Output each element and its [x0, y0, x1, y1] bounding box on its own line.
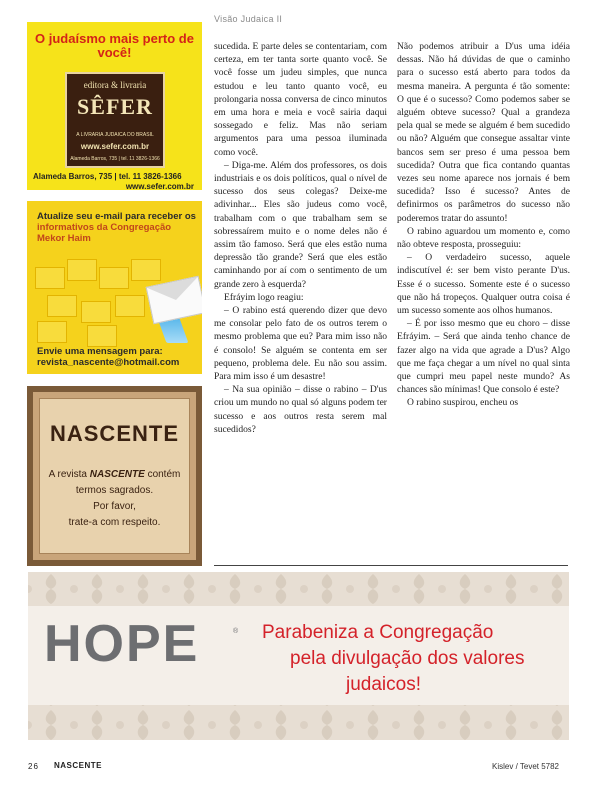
email-ad-highlight: informativos da Congregação Mekor Haim	[37, 222, 172, 244]
envelope-icon	[35, 267, 65, 289]
article-column-1	[214, 40, 387, 436]
email-ad[interactable]	[27, 201, 202, 374]
article-paragraph: – É por isso mesmo que eu choro – disse Efráyim. – Será que ainda tenho chance de fazer algo na vida que agrade a D'us? Algo que me faça chegar a um nível no qual sinta que cumpri meu papel neste mundo? As chances são mínimas! Que consolo é este?	[397, 318, 570, 396]
nascente-line3: Por favor,	[93, 501, 136, 512]
footer-logo: NASCENTE	[54, 761, 103, 770]
nascente-line4: trate-a com respeito.	[68, 517, 161, 528]
issue-date: Kislev / Tevet 5782	[492, 762, 560, 771]
email-ad-address[interactable]: revista_nascente@hotmail.com	[37, 357, 180, 368]
envelope-icon	[115, 295, 145, 317]
envelope-icon	[131, 259, 161, 281]
sefer-logo-name: SÊFER	[77, 94, 153, 119]
article-paragraph: – Na sua opinião – disse o rabino – D'us criou um mundo no qual só alguns podem ter sucesso e aos outros resta serem mal sucedidos?	[214, 384, 387, 435]
article-paragraph: – O verdadeiro sucesso, aquele indiscutível é: ser bem visto perante D'us. Esse é o sucesso. Somente este é o sucesso que não há tropeços. Qualquer outra coisa é um sucesso somente aos olhos humanos.	[397, 252, 570, 317]
hope-logo: HOPE	[44, 615, 200, 673]
sefer-logo-tagline: A LIVRARIA JUDAICA DO BRASIL	[76, 132, 154, 138]
email-ad-line2: Envie uma mensagem para:	[37, 346, 163, 357]
hope-banner[interactable]	[28, 572, 569, 740]
page-number: 26	[28, 762, 39, 771]
sefer-logo	[65, 72, 165, 168]
email-ad-footer	[37, 346, 198, 368]
article-paragraph: Efráyim logo reagiu:	[224, 291, 304, 303]
envelope-icon	[47, 295, 77, 317]
envelope-icon	[81, 301, 111, 323]
registered-mark: ®	[233, 628, 239, 635]
article-paragraph: O rabino suspirou, encheu os	[407, 397, 519, 409]
sefer-ad[interactable]	[27, 22, 202, 190]
sefer-site-link[interactable]: www.sefer.com.br	[125, 182, 194, 190]
article-divider	[214, 565, 568, 566]
article-paragraph: O rabino aguardou um momento e, como não obteve resposta, prosseguiu:	[397, 225, 570, 251]
article-paragraph: – O rabino está querendo dizer que devo me consolar pelo fato de os outros terem o mesmo problema que eu? Para mim isso não é consolo! Se alguém se contenta em ser pequeno, problema dele. Eu não sou assim. Para mim isso é um desastre!	[214, 305, 387, 383]
hope-message-line3: judaicos!	[346, 674, 421, 695]
article-paragraph: – Diga-me. Além dos professores, os dois industriais e os dois políticos, qual o nível de sucesso dos seus colegas? Deixe-me adivinhar... Eles são judeus como você, trabalham com o que trabalham sem se sobressaírem muito e o nome deles não é assim tão famoso. Será que eles estão numa depressão tão grande? Será que eles estão caminhando por aí com o sentimento de um grande zero à esquerda?	[214, 159, 387, 290]
nascente-inline-brand: NASCENTE	[89, 469, 145, 480]
envelope-icon	[67, 259, 97, 281]
sefer-logo-site: www.sefer.com.br	[80, 142, 150, 151]
article-paragraph: sucedida. E parte deles se contentariam, com certeza, em ter tanta sorte quanto você. Se você fosse um judeu simples, que nunca estudou e leu tanto quanto você, eu prolongaria nossa conversa de cinco minutos em uma hora e meia e você sairia daqui sossegado e feliz. Mas não seriam argumentos para uma pessoa iluminada como você.	[214, 41, 387, 158]
sefer-logo-phone: Alameda Barros, 735 | tel. 11 3826-1366	[70, 156, 160, 162]
hope-message-line1: Parabeniza a Congregação	[262, 622, 494, 643]
section-title: Visão Judaica II	[214, 14, 283, 24]
nascente-notice	[44, 467, 185, 531]
nascente-line1b: contém	[147, 469, 181, 480]
nascente-ad	[27, 386, 202, 566]
envelope-icon	[87, 325, 117, 347]
nascente-ad-inner	[39, 398, 190, 554]
envelope-icon	[99, 267, 129, 289]
sefer-address: Alameda Barros, 735 | tel. 11 3826-1366	[33, 172, 182, 181]
nascente-line2: termos sagrados.	[75, 485, 154, 496]
email-ad-line1: Atualize seu e-mail para receber os	[37, 211, 196, 222]
nascente-line1: A revista	[48, 469, 87, 480]
nascente-logo: NASCENTE	[49, 421, 179, 446]
email-ad-title	[37, 211, 196, 244]
article-column-2	[397, 40, 570, 410]
envelope-icon	[37, 321, 67, 343]
flying-mail-icon	[146, 276, 202, 324]
hope-message-line2: pela divulgação dos valores	[290, 648, 525, 669]
article-paragraph: Não podemos atribuir a D'us uma idéia dessas. Não há dúvidas de que o caminho para o sucesso está aberto para todos da mesma maneira. A pergunta é tão somente: O que é o sucesso? Como podemos saber se alguém obteve sucesso? Qual a grandeza pela qual se mede se alguém é bem sucedido ou não? Alguém que consegue assaltar vinte bancos sem ser preso é uma pessoa bem sucedida? Outra que fica contando quantas vezes seu nome aparece nos jornais é bem sucedida? Isso é sucesso? Antes de definirmos os parâmetros do sucesso não poderemos tratar do assunto!	[397, 41, 570, 224]
sefer-logo-top: editora & livraria	[83, 80, 147, 90]
sefer-ad-headline: O judaísmo mais perto de você!	[35, 31, 194, 60]
